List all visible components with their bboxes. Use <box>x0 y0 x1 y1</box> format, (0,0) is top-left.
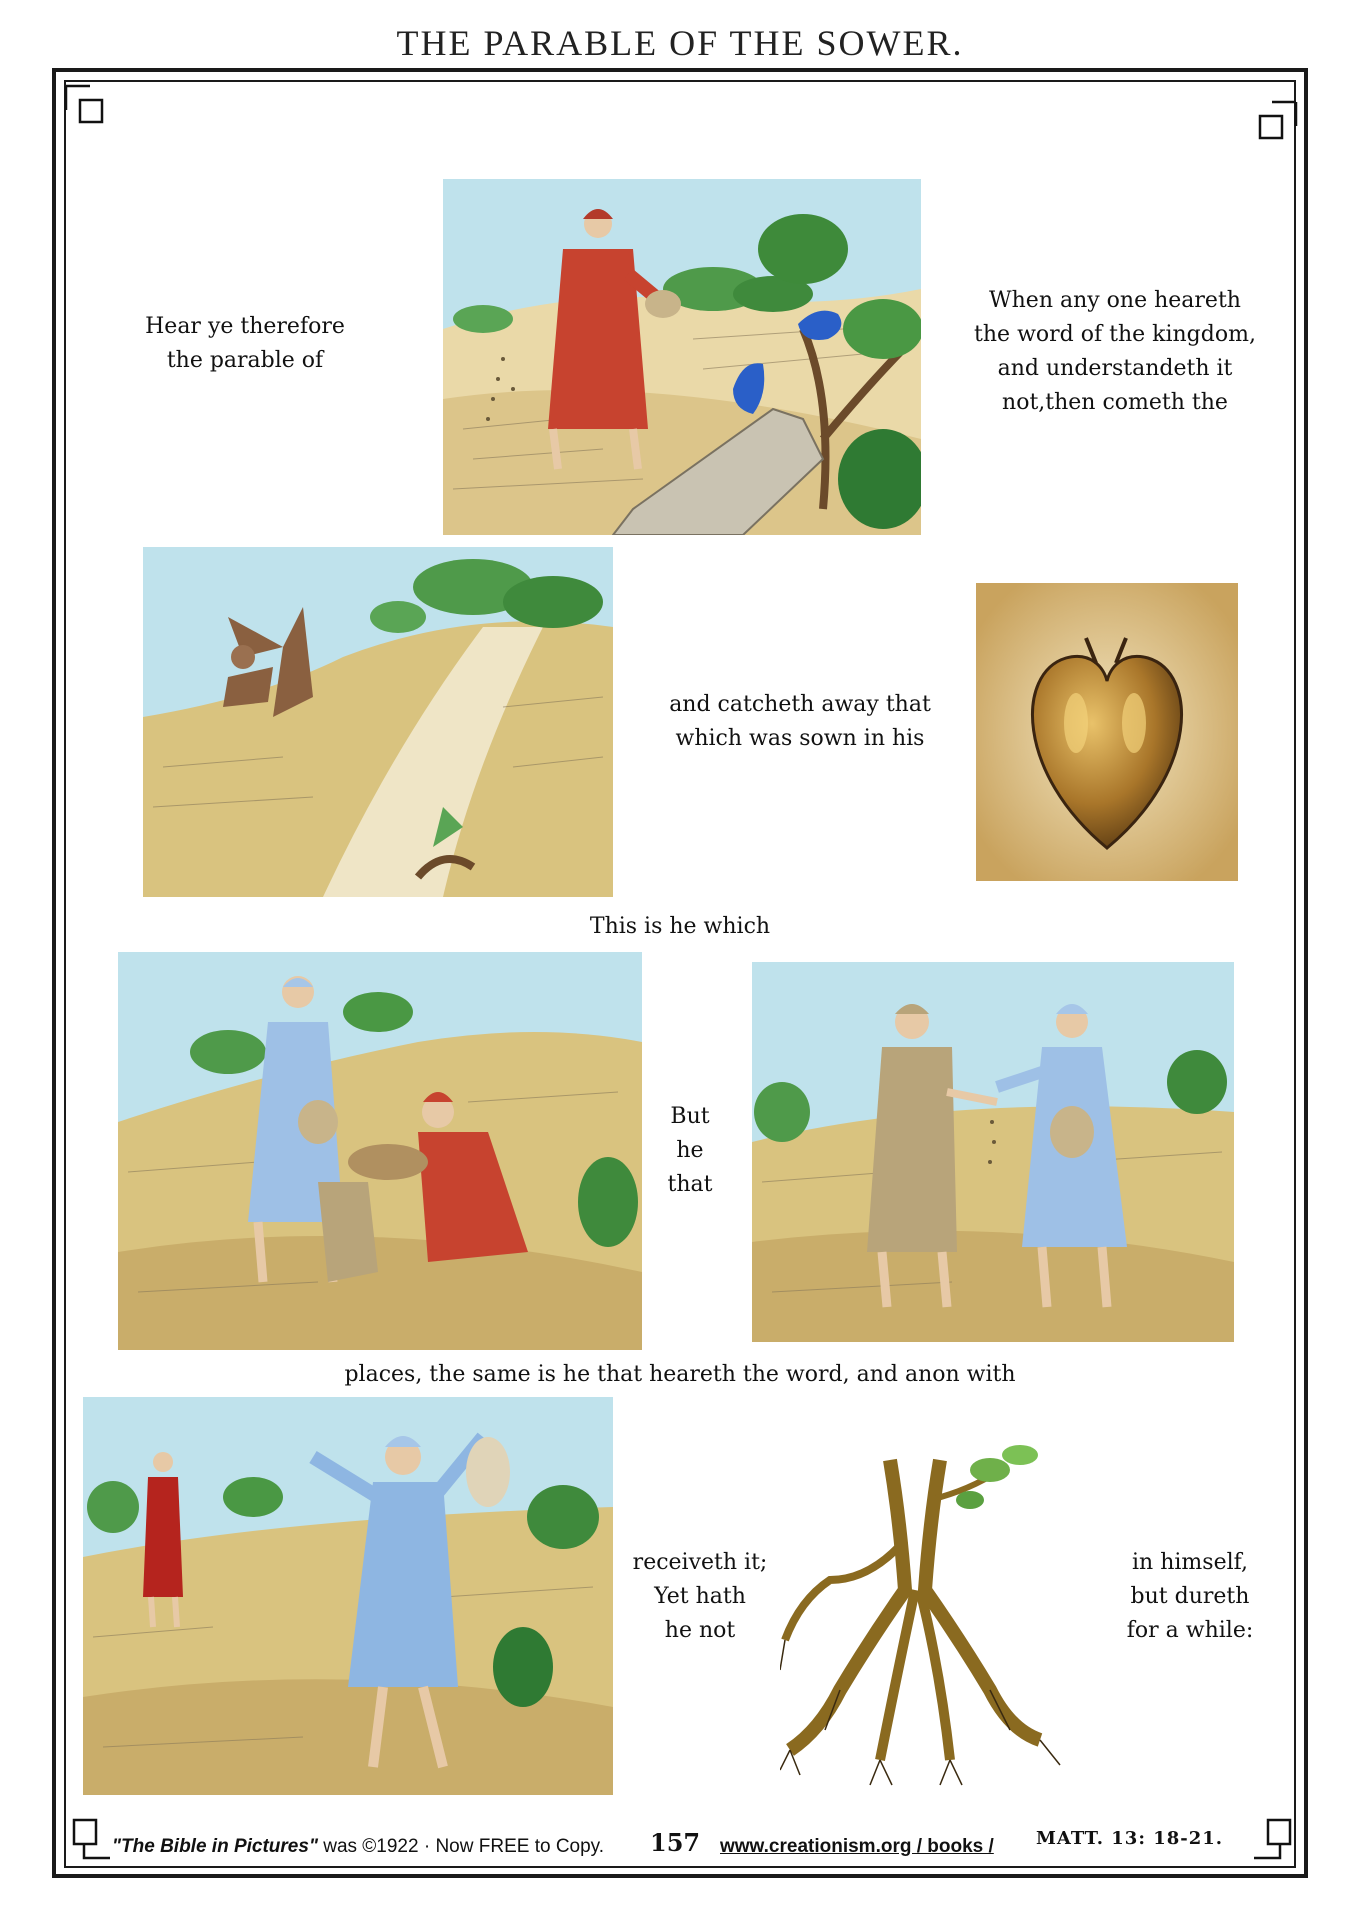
seed-receiving-illustration <box>118 952 642 1350</box>
caption-when-any-one: When any one heareth the word of the kingdom, and understandeth it not,then cometh the <box>974 288 1256 415</box>
sower-illustration <box>443 179 921 535</box>
caption-this-is-he: This is he which <box>589 914 771 939</box>
corner-ornament-bottom-right <box>1248 1814 1294 1860</box>
corner-ornament-top-left <box>64 84 110 130</box>
joyful-man-illustration <box>83 1397 613 1795</box>
shallow-root-illustration <box>780 1440 1080 1790</box>
caption-hear-ye: Hear ye therefore the parable of <box>145 314 345 373</box>
wicked-one-illustration <box>143 547 613 897</box>
caption-in-himself: in himself, but dureth for a while: <box>1126 1550 1254 1643</box>
page-title: THE PARABLE OF THE SOWER. <box>396 23 964 63</box>
caption-but-he-that: But he that <box>667 1104 713 1197</box>
heart-illustration <box>976 583 1238 881</box>
copyright-text: was ©1922 · Now FREE to Copy. <box>317 1836 605 1857</box>
caption-places: places, the same is he that heareth the word, and anon with <box>344 1362 1016 1387</box>
corner-ornament-bottom-left <box>70 1814 116 1860</box>
seed-handing-illustration <box>752 962 1234 1342</box>
caption-receiveth-it: receiveth it; Yet hath he not <box>632 1550 768 1643</box>
source-link[interactable]: www.creationism.org / books / <box>720 1836 994 1857</box>
footer-copyright-note <box>112 1836 604 1858</box>
book-title: "The Bible in Pictures" <box>112 1836 318 1857</box>
scripture-reference: MATT. 13: 18-21. <box>1036 1828 1224 1849</box>
caption-catcheth-away: and catcheth away that which was sown in his <box>669 692 931 751</box>
page-number: 157 <box>650 1828 701 1857</box>
corner-ornament-top-right <box>1252 100 1298 146</box>
